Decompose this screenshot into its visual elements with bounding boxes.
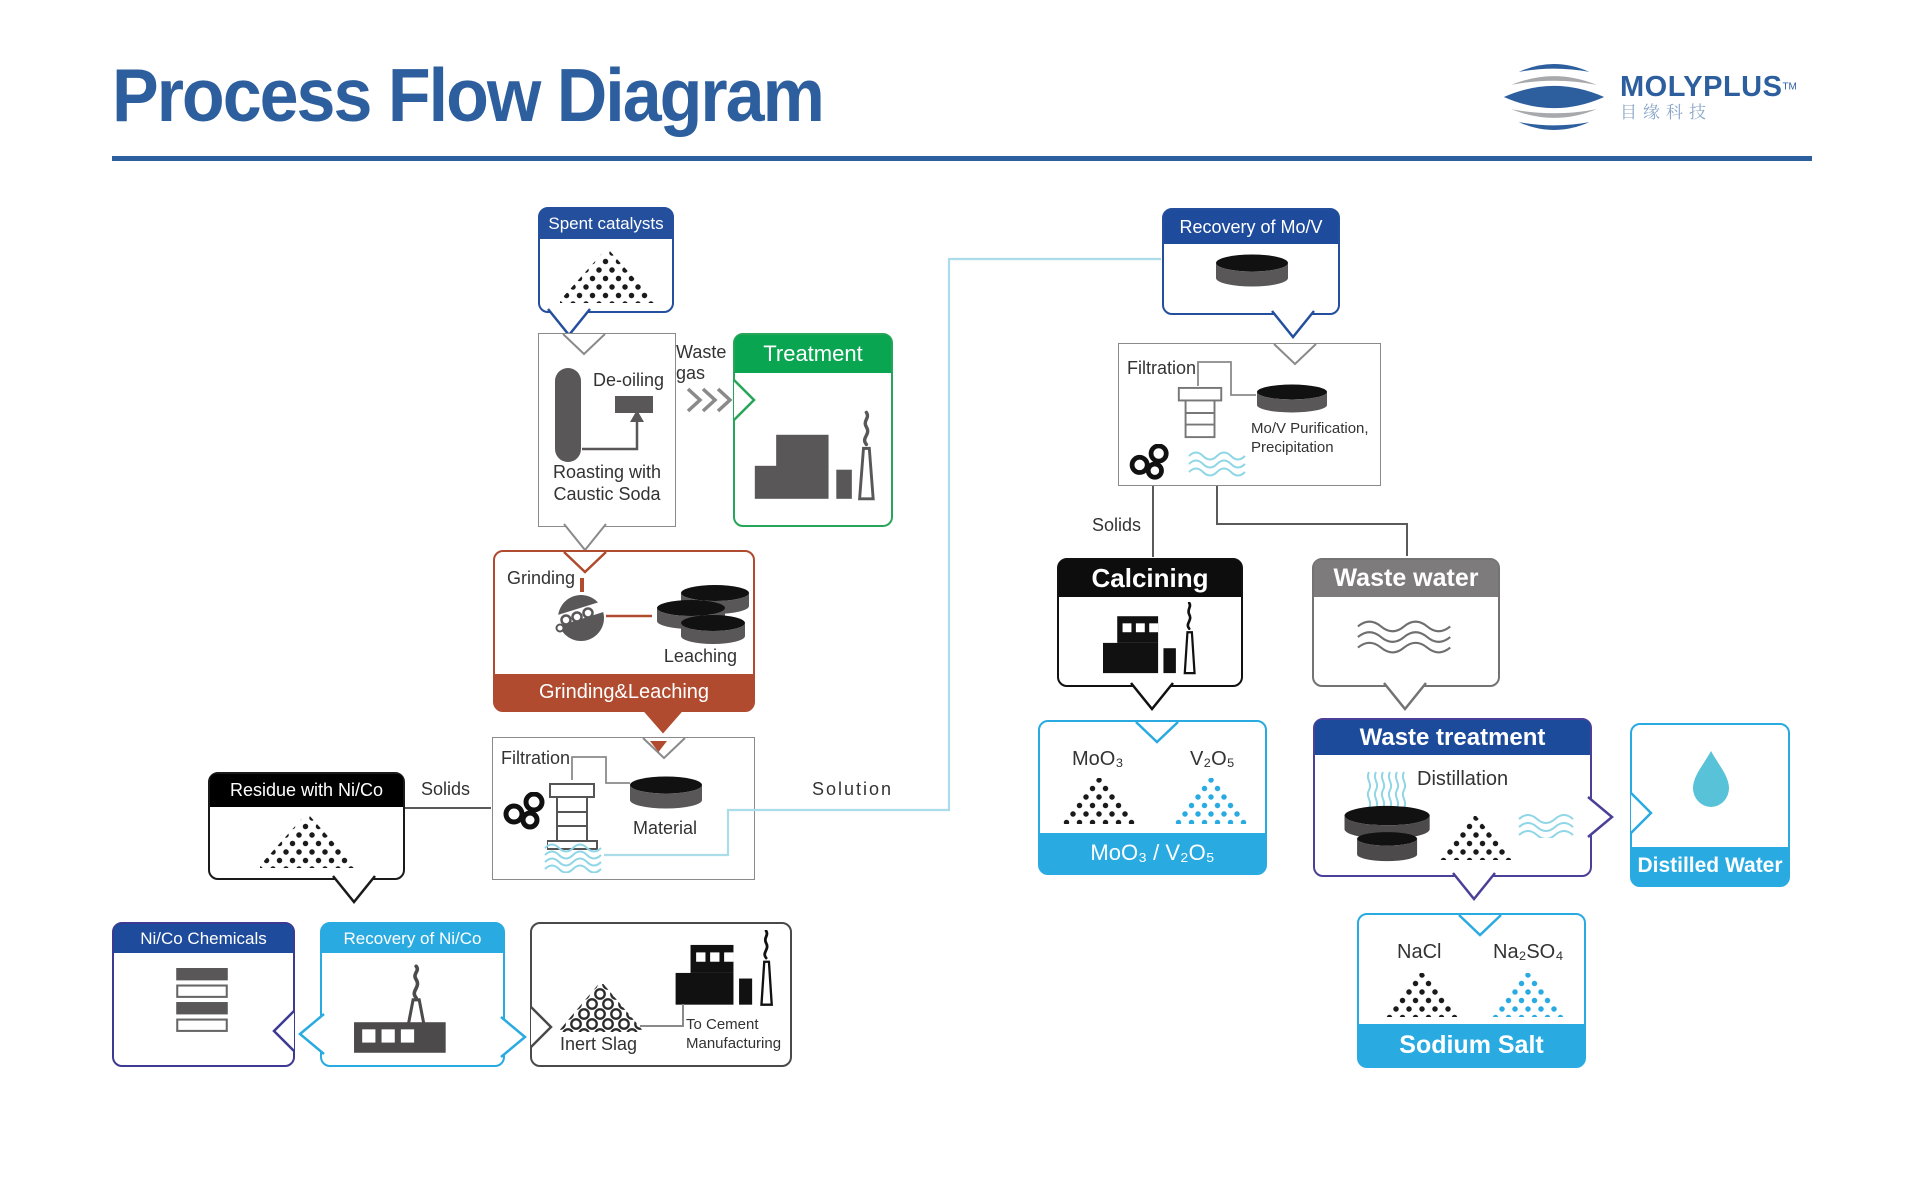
page-title: Process Flow Diagram	[112, 53, 823, 138]
treatment-title: Treatment	[735, 335, 891, 373]
notch-right	[271, 1009, 295, 1053]
solids-left-label: Solids	[421, 779, 471, 799]
chemical-bars-icon	[176, 968, 228, 1034]
notch-left	[1630, 791, 1654, 835]
tail-down	[331, 876, 377, 904]
molyplus-logo	[1502, 55, 1797, 139]
moo3-powder-icon	[1060, 778, 1140, 824]
moo3-v2o5-box	[1038, 720, 1267, 875]
cement-factory-icon	[670, 930, 782, 1014]
sodium-salt-footer: Sodium Salt	[1359, 1024, 1584, 1066]
mov-tank-icon	[1214, 254, 1290, 290]
distillation-pot-icon	[1341, 804, 1439, 864]
treatment-box	[733, 333, 893, 527]
logo-brand: MOLYPLUS	[1620, 70, 1783, 103]
treatment-factory-icon	[749, 409, 879, 511]
nico-chemicals-title: Ni/Co Chemicals	[114, 924, 293, 953]
grinding-leaching-box	[493, 550, 755, 712]
v2o5-powder-icon	[1172, 778, 1252, 824]
notch-top	[1458, 913, 1502, 937]
nico-chemicals-box	[112, 922, 295, 1067]
leaching-label: Leaching	[663, 646, 737, 666]
droplet-icon	[1688, 749, 1734, 809]
bubbles-icon	[1127, 444, 1177, 482]
waste-water-waves-icon	[1356, 616, 1456, 660]
sodium-salt-box	[1357, 913, 1586, 1068]
logo-tm: TM	[1782, 81, 1797, 93]
tail-right	[1588, 795, 1614, 839]
recovery-factory-icon	[352, 963, 464, 1057]
grinding-leaching-title: Grinding&Leaching	[495, 674, 753, 710]
notch-left	[530, 1005, 554, 1049]
tail-down	[1129, 683, 1175, 711]
tail-left	[298, 1012, 324, 1056]
leaching-tanks-icon	[655, 584, 751, 650]
na2so4-label: Na₂SO₄	[1493, 941, 1564, 963]
filtration-box	[492, 737, 755, 880]
molyplus-eye-icon	[1502, 55, 1606, 139]
to-cement-label: To Cement Manufacturing	[686, 1016, 782, 1052]
tail-down	[1270, 311, 1316, 339]
catalyst-powder-icon	[560, 251, 654, 303]
material-label: Material	[633, 818, 698, 838]
material-tank-icon	[628, 776, 704, 812]
nacl-powder-icon	[1383, 973, 1459, 1017]
water-waves-icon	[1187, 450, 1249, 478]
tail-down	[1382, 683, 1428, 711]
bubbles-icon	[501, 792, 553, 832]
tail-down	[562, 524, 608, 552]
purification-tank-icon	[1255, 384, 1329, 414]
notch-top	[1135, 720, 1179, 744]
residue-title: Residue with Ni/Co	[210, 774, 403, 807]
notch-top	[642, 736, 686, 760]
filtration-label: Filtration	[501, 748, 571, 768]
distillation-label: Distillation	[1417, 768, 1509, 790]
waste-treatment-box	[1313, 718, 1592, 877]
reactor-vessel-icon	[555, 368, 581, 462]
na2so4-powder-icon	[1489, 973, 1565, 1017]
waste-water-box	[1312, 558, 1500, 687]
small-waves-icon	[1517, 812, 1575, 838]
grinding-label: Grinding	[507, 568, 576, 588]
deoiling-label: De-oiling	[593, 370, 665, 390]
residue-powder-icon	[260, 816, 354, 868]
inert-slag-label: Inert Slag	[560, 1034, 638, 1054]
notch-top	[1273, 342, 1317, 366]
recovery-mov-box	[1162, 208, 1340, 315]
tail-down	[640, 708, 686, 734]
moo3-label: MoO₃	[1072, 748, 1124, 770]
residue-box	[208, 772, 405, 880]
solution-label: Solution	[812, 779, 894, 799]
title-underline	[112, 156, 1812, 161]
v2o5-label: V₂O₅	[1190, 748, 1235, 770]
spent-catalysts-title: Spent catalysts	[540, 209, 672, 239]
waste-water-title: Waste water	[1314, 560, 1498, 597]
salt-powder-icon	[1437, 816, 1511, 860]
calcining-factory-icon	[1093, 602, 1209, 682]
roasting-caption: Roasting with Caustic Soda	[552, 462, 662, 504]
nacl-label: NaCl	[1397, 941, 1442, 963]
recovery-mov-title: Recovery of Mo/V	[1164, 210, 1338, 244]
ball-mill-icon	[555, 592, 607, 644]
moo3-v2o5-footer: MoO₃ / V₂O₅	[1040, 833, 1265, 873]
mov-purification-label: Mo/V Purification, Precipitation	[1251, 420, 1369, 456]
solids-right-label: Solids	[1092, 515, 1142, 535]
filter-press-icon	[547, 778, 599, 850]
mov-filtration-box	[1118, 343, 1381, 486]
inert-slag-box	[530, 922, 792, 1067]
spent-catalysts-box	[538, 207, 674, 313]
roasting-box	[538, 333, 676, 527]
notch-top	[562, 332, 606, 356]
distilled-water-footer: Distilled Water	[1632, 847, 1788, 885]
mov-filter-icon	[1175, 386, 1227, 440]
logo-subtitle: 目缘科技	[1620, 103, 1712, 123]
tail-right	[501, 1015, 527, 1059]
waste-treatment-title: Waste treatment	[1315, 720, 1590, 755]
distilled-water-box	[1630, 723, 1790, 887]
slag-pile-icon	[560, 984, 642, 1032]
recovery-nico-box	[320, 922, 505, 1067]
calcining-title: Calcining	[1059, 560, 1241, 597]
recovery-nico-title: Recovery of Ni/Co	[322, 924, 503, 953]
water-waves-icon	[543, 843, 605, 873]
deoiling-unit-icon	[615, 396, 653, 413]
tail-down	[1451, 873, 1497, 901]
waste-gas-label: Waste gas	[676, 342, 727, 383]
mov-filtration-label: Filtration	[1127, 358, 1197, 378]
calcining-box	[1057, 558, 1243, 687]
